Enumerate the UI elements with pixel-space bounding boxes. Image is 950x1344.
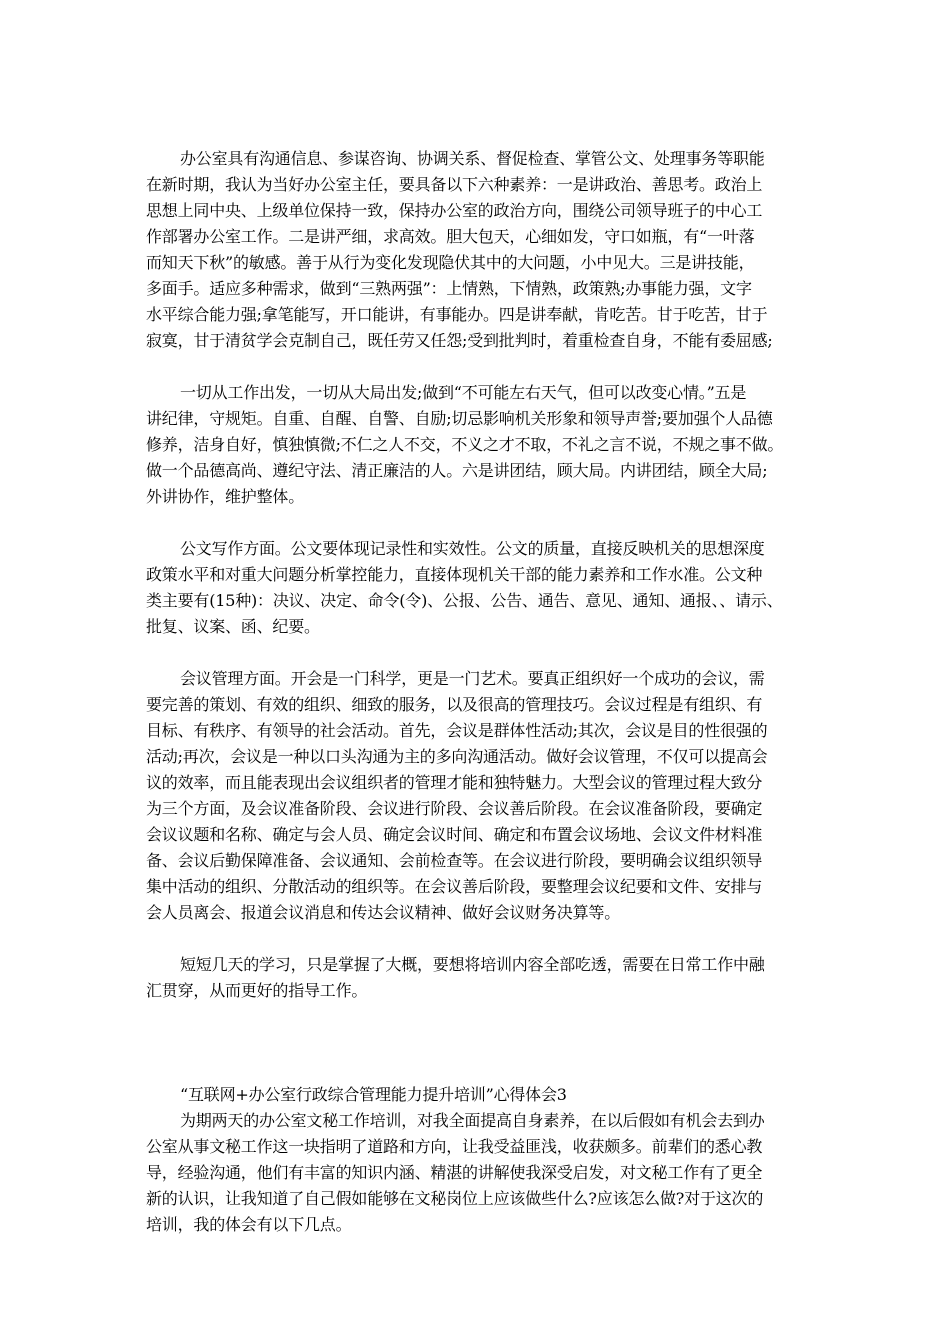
text-line: 水平综合能力强;拿笔能写，开口能讲，有事能办。四是讲奉献，肯吃苦。甘于吃苦，甘于 bbox=[146, 305, 768, 324]
text-line: 汇贯穿，从而更好的指导工作。 bbox=[146, 981, 368, 1000]
text-line: 多面手。适应多种需求，做到“三熟两强”：上情熟，下情熟，政策熟;办事能力强，文字 bbox=[146, 279, 752, 298]
paragraph-discipline bbox=[146, 380, 810, 510]
paragraph-qualities bbox=[146, 146, 810, 354]
text-line: 为三个方面，及会议准备阶段、会议进行阶段、会议善后阶段。在会议准备阶段，要确定 bbox=[146, 799, 763, 818]
text-line: 活动;再次，会议是一种以口头沟通为主的多向沟通活动。做好会议管理，不仅可以提高会 bbox=[146, 747, 768, 766]
text-line: 会议管理方面。开会是一门科学，更是一门艺术。要真正组织好一个成功的会议，需 bbox=[180, 669, 765, 688]
paragraph-gap bbox=[146, 640, 810, 666]
text-line: 作部署办公室工作。二是讲严细，求高效。胆大包天，心细如发，守口如瓶，有“一叶落 bbox=[146, 227, 755, 246]
text-line: 类主要有(15种)：决议、决定、命令(令)、公报、公告、通告、意见、通知、通报、、请示、 bbox=[146, 591, 783, 610]
text-line: 为期两天的办公室文秘工作培训，对我全面提高自身素养，在以后假如有机会去到办 bbox=[180, 1111, 765, 1130]
text-line: 做一个品德高尚、遵纪守法、清正廉洁的人。六是讲团结，顾大局。内讲团结，顾全大局; bbox=[146, 461, 768, 480]
text-line: 政策水平和对重大问题分析掌控能力，直接体现机关干部的能力素养和工作水准。公文种 bbox=[146, 565, 763, 584]
document-page bbox=[146, 146, 810, 1238]
text-line: 公室从事文秘工作这一块指明了道路和方向，让我受益匪浅，收获颇多。前辈们的悉心教 bbox=[146, 1137, 763, 1156]
text-line: 目标、有秩序、有领导的社会活动。首先，会议是群体性活动;其次，会议是目的性很强的 bbox=[146, 721, 768, 740]
text-line: 而知天下秋”的敏感。善于从行为变化发现隐伏其中的大问题，小中见大。三是讲技能， bbox=[146, 253, 755, 272]
paragraph-gap bbox=[146, 926, 810, 952]
text-line: 在新时期，我认为当好办公室主任，要具备以下六种素养：一是讲政治、善思考。政治上 bbox=[146, 175, 763, 194]
paragraph-gap bbox=[146, 510, 810, 536]
section-heading: “互联网+办公室行政综合管理能力提升培训”心得体会3 bbox=[180, 1085, 567, 1104]
text-line: 短短几天的学习，只是掌握了大概，要想将培训内容全部吃透，需要在日常工作中融 bbox=[180, 955, 765, 974]
text-line: 办公室具有沟通信息、参谋咨询、协调关系、督促检查、掌管公文、处理事务等职能 bbox=[180, 149, 765, 168]
section-gap bbox=[146, 1004, 810, 1082]
text-line: 外讲协作，维护整体。 bbox=[146, 487, 305, 506]
paragraph-meeting-management bbox=[146, 666, 810, 926]
paragraph-training-intro bbox=[146, 1108, 810, 1238]
text-line: 会议议题和名称、确定与会人员、确定会议时间、确定和布置会议场地、会议文件材料准 bbox=[146, 825, 763, 844]
text-line: 修养，洁身自好，慎独慎微;不仁之人不交，不义之才不取，不礼之言不说，不规之事不做。 bbox=[146, 435, 784, 454]
text-line: 集中活动的组织、分散活动的组织等。在会议善后阶段，要整理会议纪要和文件、安排与 bbox=[146, 877, 763, 896]
text-line: 要完善的策划、有效的组织、细致的服务，以及很高的管理技巧。会议过程是有组织、有 bbox=[146, 695, 763, 714]
paragraph-gap bbox=[146, 354, 810, 380]
text-line: 会人员离会、报道会议消息和传达会议精神、做好会议财务决算等。 bbox=[146, 903, 621, 922]
text-line: 公文写作方面。公文要体现记录性和实效性。公文的质量，直接反映机关的思想深度 bbox=[180, 539, 765, 558]
text-line: 批复、议案、函、纪要。 bbox=[146, 617, 320, 636]
text-line: 一切从工作出发，一切从大局出发;做到“不可能左右天气，但可以改变心情。”五是 bbox=[180, 383, 747, 402]
text-line: 寂寞，甘于清贫学会克制自己，既任劳又任怨;受到批判时，着重检查自身，不能有委屈感; bbox=[146, 331, 773, 350]
text-line: 导，经验沟通，他们有丰富的知识内涵、精湛的讲解使我深受启发，对文秘工作有了更全 bbox=[146, 1163, 763, 1182]
paragraph-document-writing bbox=[146, 536, 810, 640]
paragraph-conclusion bbox=[146, 952, 810, 1004]
text-line: 思想上同中央、上级单位保持一致，保持办公室的政治方向，围绕公司领导班子的中心工 bbox=[146, 201, 763, 220]
text-line: 培训，我的体会有以下几点。 bbox=[146, 1215, 352, 1234]
text-line: 议的效率，而且能表现出会议组织者的管理才能和独特魅力。大型会议的管理过程大致分 bbox=[146, 773, 763, 792]
text-line: 新的认识，让我知道了自己假如能够在文秘岗位上应该做些什么?应该怎么做?对于这次的 bbox=[146, 1189, 764, 1208]
text-line: 讲纪律，守规矩。自重、自醒、自警、自励;切忌影响机关形象和领导声誉;要加强个人品德 bbox=[146, 409, 773, 428]
text-line: 备、会议后勤保障准备、会议通知、会前检查等。在会议进行阶段，要明确会议组织领导 bbox=[146, 851, 763, 870]
